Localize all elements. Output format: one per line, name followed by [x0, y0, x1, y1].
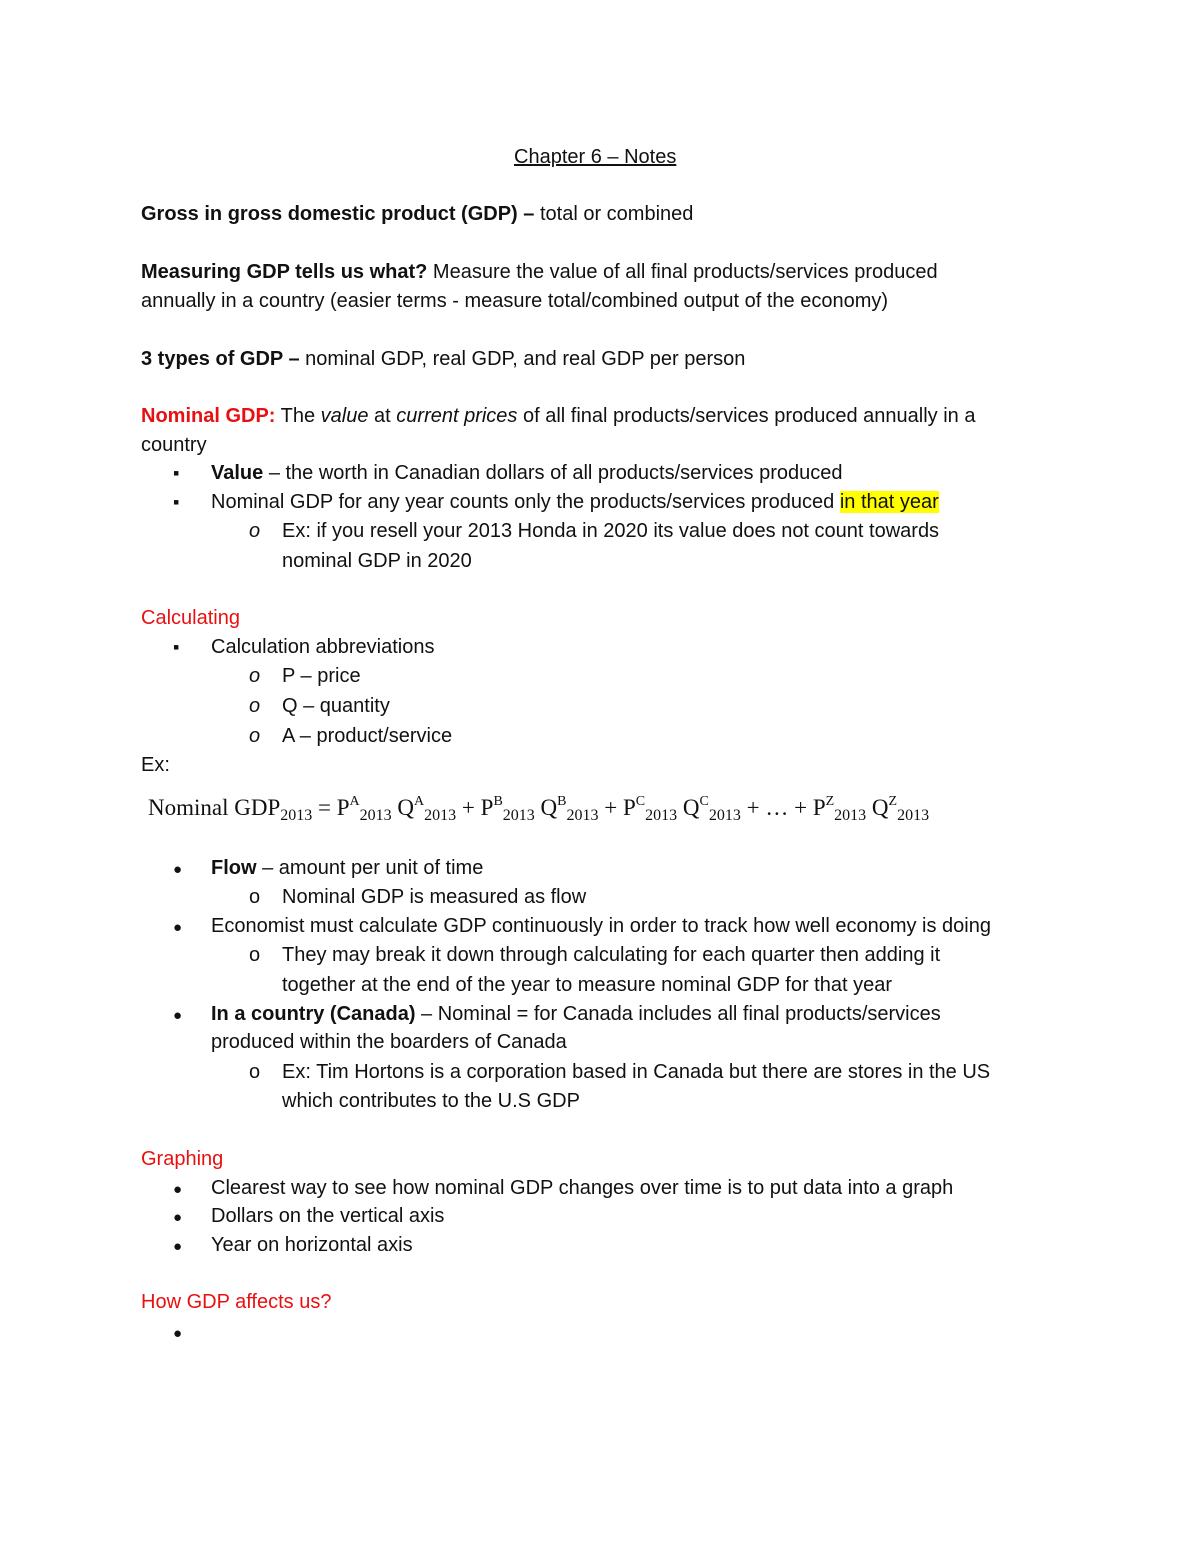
sub-bullet-icon: o [249, 665, 261, 687]
measuring-line-1 [141, 260, 938, 284]
bullet-icon [173, 1233, 182, 1257]
sub-bullet-icon: o [249, 944, 261, 966]
formula-plus: + [794, 795, 808, 820]
gross-line [141, 202, 693, 226]
formula-sup: B [493, 794, 503, 809]
bullet-icon [173, 490, 179, 514]
formula-p: P [622, 795, 636, 820]
formula-sup: C [699, 794, 709, 809]
formula-p: P [336, 795, 350, 820]
tim-hortons-sub-2: which contributes to the U.S GDP [282, 1090, 580, 1112]
bullet-icon [173, 635, 179, 659]
formula-p: P [812, 795, 826, 820]
formula-q: Q [682, 795, 700, 820]
bullet-icon [173, 1204, 182, 1228]
formula-sub: 2013 [502, 807, 535, 824]
nominal-text-1: The [275, 405, 321, 427]
formula-sub: 2013 [566, 807, 599, 824]
gross-term: Gross in gross domestic product (GDP) – [141, 203, 535, 225]
formula-sup: Z [825, 794, 835, 809]
country-bullet-1 [211, 1002, 941, 1026]
nominal-bullet-year [211, 490, 939, 514]
formula-plus: + [604, 795, 618, 820]
measuring-def-1: Measure the value of all final products/services produced [427, 261, 938, 283]
flow-term: Flow [211, 857, 257, 879]
graphing-bullet-1: Clearest way to see how nominal GDP changes over time is to put data into a graph [211, 1177, 954, 1199]
sub-bullet-icon: o [249, 520, 261, 542]
formula-sub: 2013 [280, 807, 313, 824]
formula-label: Nominal GDP [148, 795, 281, 820]
value-term: Value [211, 462, 264, 484]
country-def: – Nominal = for Canada includes all final products/services [415, 1003, 941, 1025]
nominal-text-current-prices: current prices [396, 405, 518, 427]
sub-bullet-icon: o [249, 886, 261, 908]
bullet-icon [173, 914, 182, 938]
formula-q: Q [397, 795, 415, 820]
formula-sup: A [349, 794, 360, 809]
formula-q: Q [540, 795, 558, 820]
bullet-icon [173, 1002, 182, 1026]
honda-example-2: nominal GDP in 2020 [282, 550, 472, 572]
country-bullet-2: produced within the boarders of Canada [211, 1031, 567, 1053]
economist-bullet: Economist must calculate GDP continuously in order to track how well economy is doing [211, 915, 991, 937]
nominal-line-2: country [141, 434, 207, 456]
formula-sub: 2013 [359, 807, 392, 824]
tim-hortons-sub-1: Ex: Tim Hortons is a corporation based in Canada but there are stores in the US [282, 1061, 991, 1083]
nominal-text-2: at [368, 405, 397, 427]
nominal-line-1 [141, 404, 975, 428]
formula-p: P [480, 795, 494, 820]
formula-sub: 2013 [897, 807, 930, 824]
sub-bullet-icon: o [249, 1061, 261, 1083]
measuring-term: Measuring GDP tells us what? [141, 261, 428, 283]
flow-bullet [211, 856, 483, 880]
formula-dots: … [765, 795, 789, 820]
quarter-sub-2: together at the end of the year to measure nominal GDP for that year [282, 974, 892, 996]
types-def: nominal GDP, real GDP, and real GDP per person [299, 348, 746, 370]
formula-sup: C [635, 794, 646, 809]
sub-bullet-icon: o [249, 725, 261, 747]
quarter-sub-1: They may break it down through calculating for each quarter then adding it [282, 944, 941, 966]
calculating-heading: Calculating [141, 607, 240, 629]
graphing-heading: Graphing [141, 1148, 224, 1170]
types-term: 3 types of GDP – [141, 348, 300, 370]
formula-sup: A [414, 794, 425, 809]
honda-example-1: Ex: if you resell your 2013 Honda in 2020 its value does not count towards [282, 520, 940, 542]
formula-sup: Z [888, 794, 898, 809]
year-text: Nominal GDP for any year counts only the products/services produced [211, 491, 840, 513]
page-title: Chapter 6 – Notes [514, 146, 677, 168]
nominal-text-3: of all final products/services produced annually in a [517, 405, 976, 427]
flow-sub: Nominal GDP is measured as flow [282, 886, 587, 908]
graphing-bullet-3: Year on horizontal axis [211, 1234, 413, 1256]
formula-plus: + [461, 795, 475, 820]
formula-sub: 2013 [708, 807, 741, 824]
bullet-icon [173, 856, 182, 880]
abbrev-quantity: Q – quantity [282, 695, 390, 717]
gross-def: total or combined [534, 203, 694, 225]
formula-sub: 2013 [834, 807, 867, 824]
formula-q: Q [871, 795, 889, 820]
graphing-bullet-2: Dollars on the vertical axis [211, 1205, 445, 1227]
bullet-icon [173, 1320, 182, 1344]
example-label: Ex: [141, 754, 170, 776]
sub-bullet-icon: o [249, 695, 261, 717]
nominal-text-value: value [320, 405, 369, 427]
year-highlight: in that year [839, 491, 939, 513]
nominal-gdp-formula [148, 780, 1060, 824]
formula-eq: = [318, 795, 331, 820]
bullet-icon [173, 461, 179, 485]
country-term: In a country (Canada) [211, 1003, 416, 1025]
nominal-bullet-value [211, 461, 842, 485]
abbrev-product: A – product/service [282, 725, 453, 747]
measuring-line-2: annually in a country (easier terms - measure total/combined output of the economy) [141, 290, 889, 312]
bullet-icon [173, 1176, 182, 1200]
formula-sub: 2013 [645, 807, 678, 824]
formula-plus: + [746, 795, 760, 820]
nominal-term: Nominal GDP: [141, 405, 276, 427]
flow-def: – amount per unit of time [256, 857, 484, 879]
calc-bullet-abbrev: Calculation abbreviations [211, 636, 435, 658]
formula-sup: B [557, 794, 567, 809]
formula-sub: 2013 [424, 807, 457, 824]
abbrev-price: P – price [282, 665, 361, 687]
affects-heading: How GDP affects us? [141, 1291, 332, 1313]
types-line [141, 347, 745, 371]
value-def: – the worth in Canadian dollars of all products/services produced [263, 462, 843, 484]
